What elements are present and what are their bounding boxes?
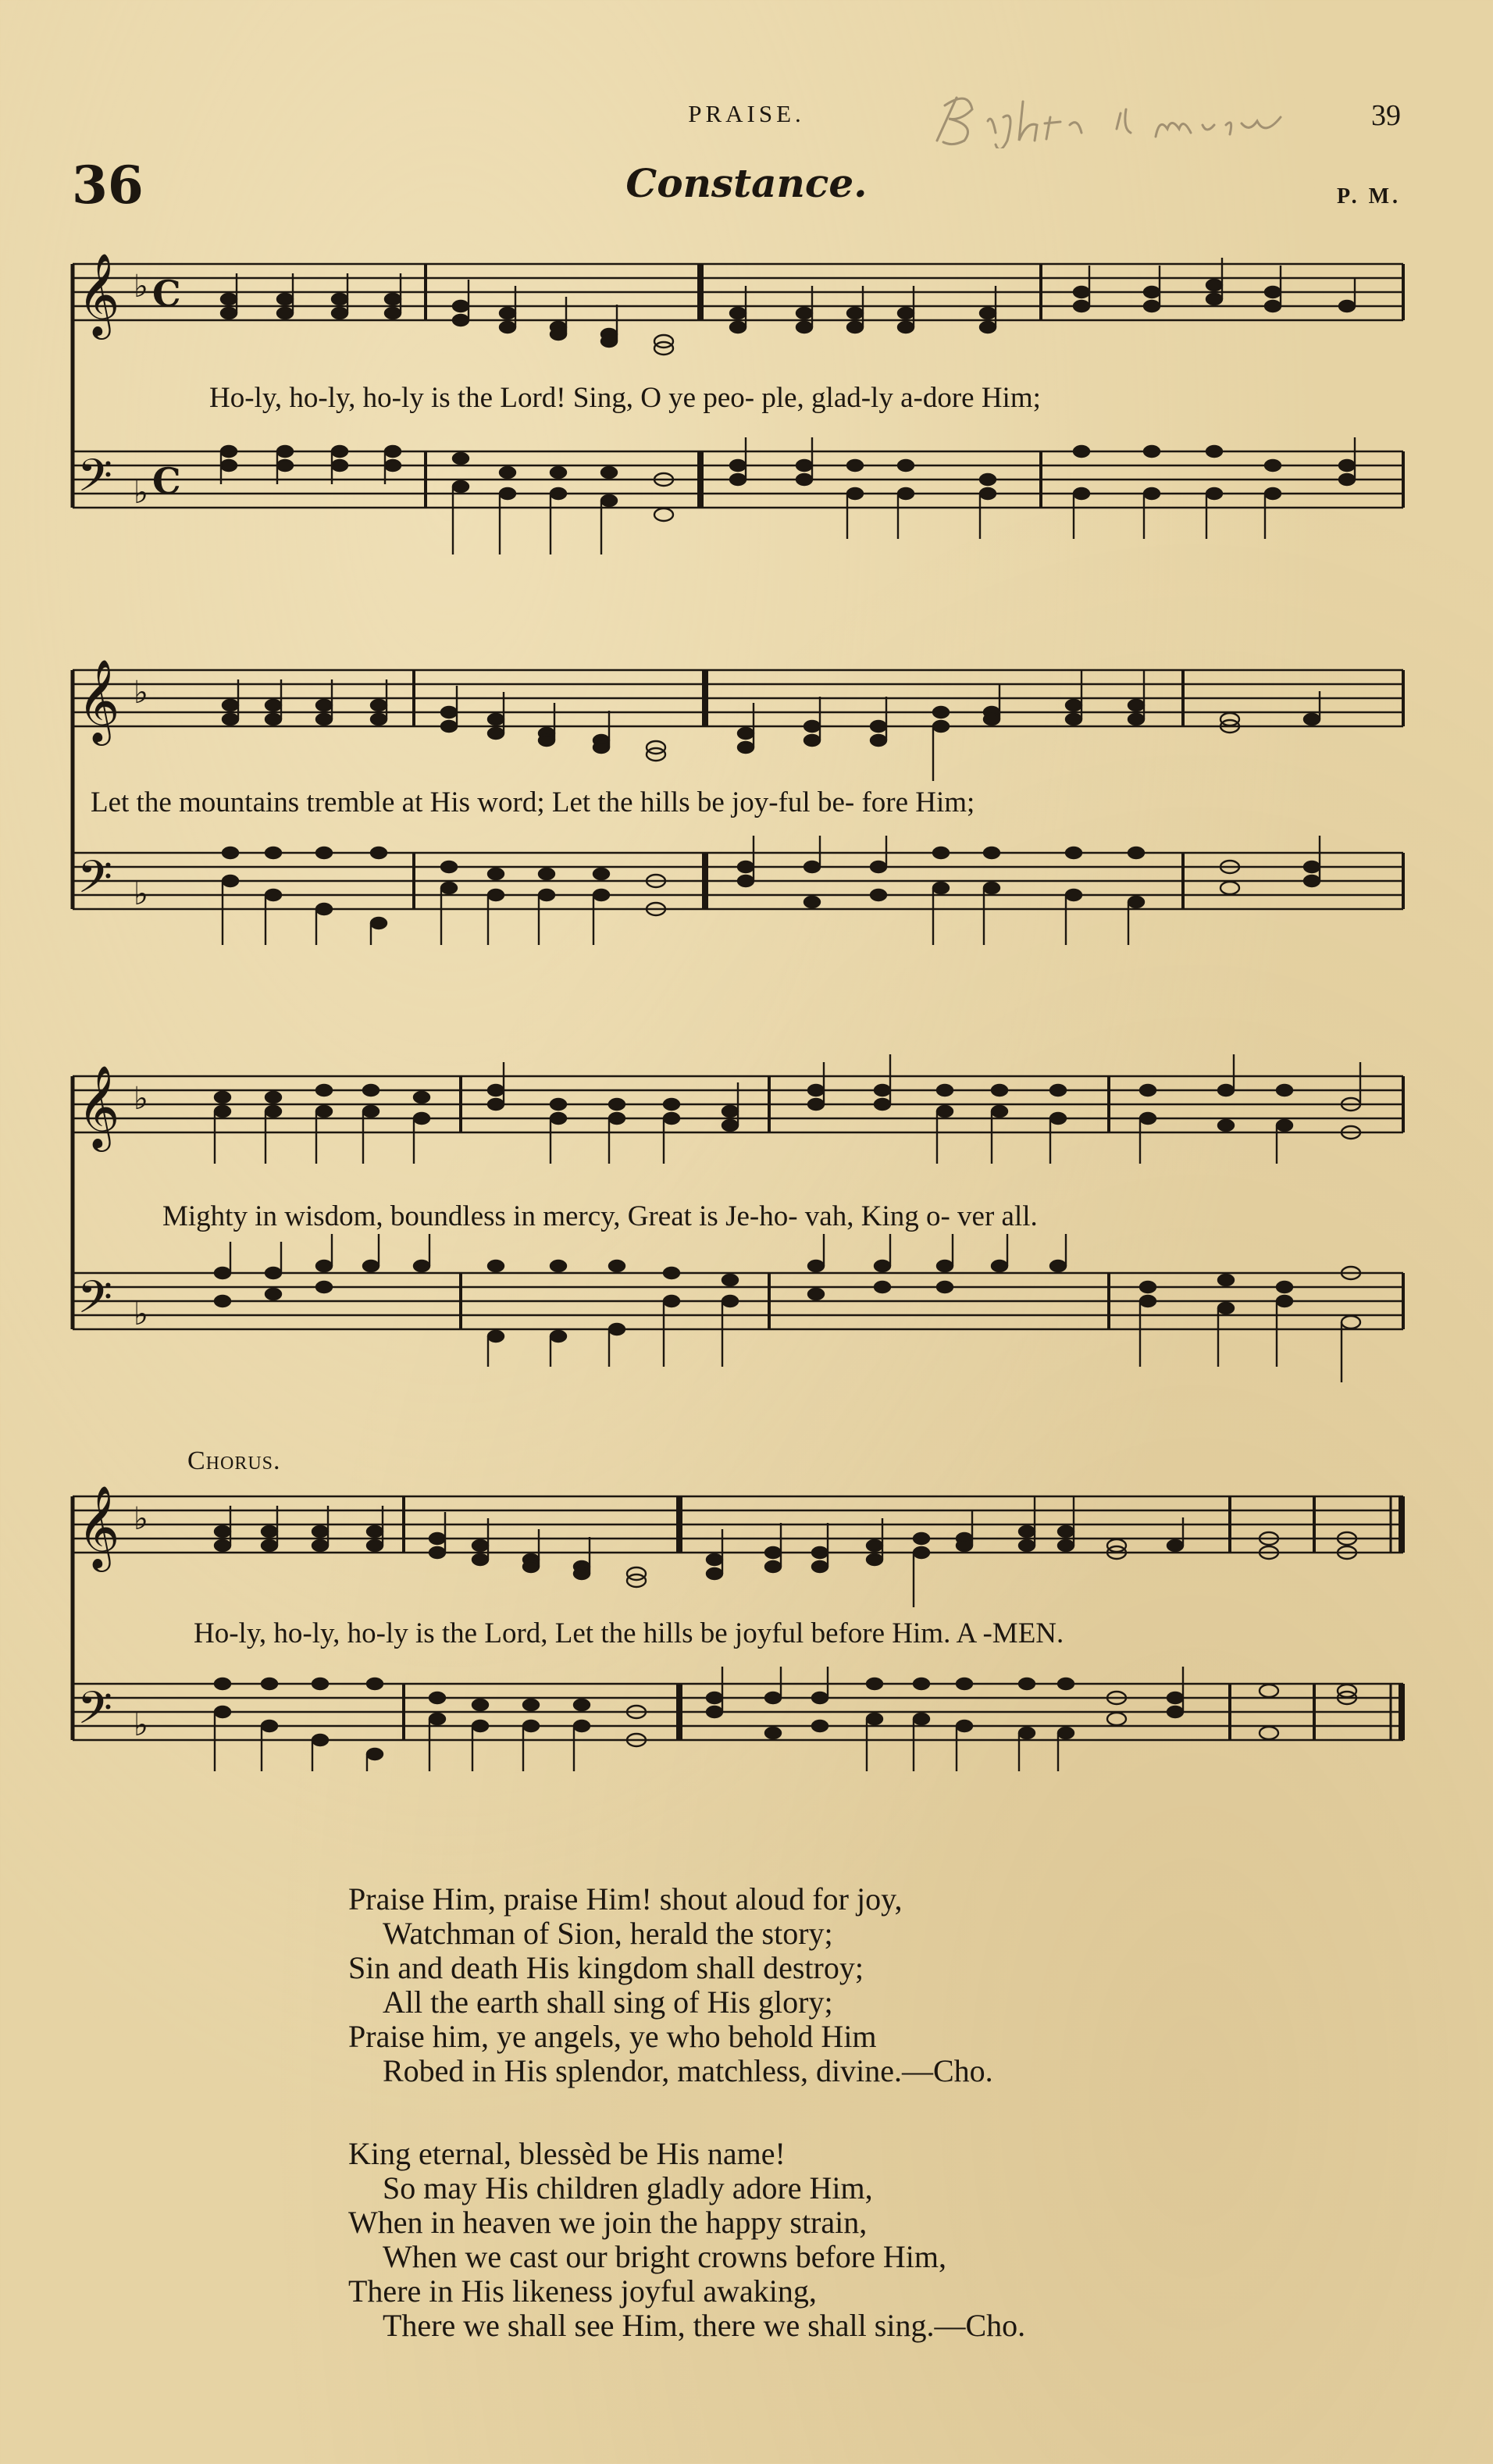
handwritten-annotation [921,86,1359,148]
verse-3 [348,2137,1025,2343]
svg-text:𝄢: 𝄢 [77,449,113,513]
verse-line: There we shall see Him, there we shall sing.—Cho. [383,2308,1026,2343]
lyric-line-2: Let the mountains tremble at His word; Let the hills be joy-ful be- fore Him; [91,786,975,818]
page-number: 39 [1371,99,1401,132]
verse-line: When we cast our bright crowns before Him, [383,2239,946,2274]
verse-line: There in His likeness joyful awaking, [348,2273,817,2309]
hymn-number: 36 [72,155,144,216]
music-system-4 [66,1474,1409,1834]
verse-line: Sin and death His kingdom shall destroy; [348,1950,864,1985]
verse-line: Robed in His splendor, matchless, divine.—Cho. [383,2053,993,2088]
verse-line: Watchman of Sion, herald the story; [383,1916,833,1951]
chorus-label: Chorus. [187,1446,281,1475]
svg-text:♭: ♭ [134,475,148,511]
music-system-3 [66,1054,1409,1414]
lyric-line-1: Ho-ly, ho-ly, ho-ly is the Lord! Sing, O ye peo- ple, glad-ly a-dore Him; [209,382,1041,414]
running-head: PRAISE. [688,100,805,127]
tune-name: Constance. [625,160,868,206]
svg-text:𝄞: 𝄞 [77,1485,120,1568]
svg-text:𝄢: 𝄢 [77,1681,113,1745]
svg-text:♭: ♭ [134,1707,148,1743]
verse-line: All the earth shall sing of His glory; [383,1984,833,2020]
svg-text:𝄢: 𝄢 [77,1271,113,1335]
svg-text:𝄞: 𝄞 [77,252,120,336]
svg-text:C: C [152,273,181,315]
svg-text:C: C [152,460,181,502]
verse-line: Praise him, ye angels, ye who behold Him [348,2019,877,2054]
verse-line: When in heaven we join the happy strain, [348,2205,868,2240]
meter-label: P. M. [1337,184,1401,209]
svg-text:♭: ♭ [134,269,148,305]
music-system-1 [66,242,1409,601]
svg-text:♭: ♭ [134,1081,148,1117]
svg-text:𝄢: 𝄢 [77,850,113,915]
music-system-2 [66,648,1409,1007]
svg-text:♭: ♭ [134,1296,148,1332]
verse-2 [348,1882,993,2088]
svg-text:𝄞: 𝄞 [77,658,120,742]
lyric-line-4: Ho-ly, ho-ly, ho-ly is the Lord, Let the hills be joyful before Him. A -MEN. [194,1617,1064,1649]
svg-text:♭: ♭ [134,876,148,912]
verse-line: So may His children gladly adore Him, [383,2170,873,2205]
lyric-line-3: Mighty in wisdom, boundless in mercy, Great is Je-ho- vah, King o- ver all. [162,1200,1038,1232]
svg-text:𝄞: 𝄞 [77,1064,120,1148]
verse-line: King eternal, blessèd be His name! [348,2136,786,2171]
svg-text:♭: ♭ [134,675,148,711]
verse-line: Praise Him, praise Him! shout aloud for joy, [348,1881,903,1917]
svg-text:♭: ♭ [134,1501,148,1537]
